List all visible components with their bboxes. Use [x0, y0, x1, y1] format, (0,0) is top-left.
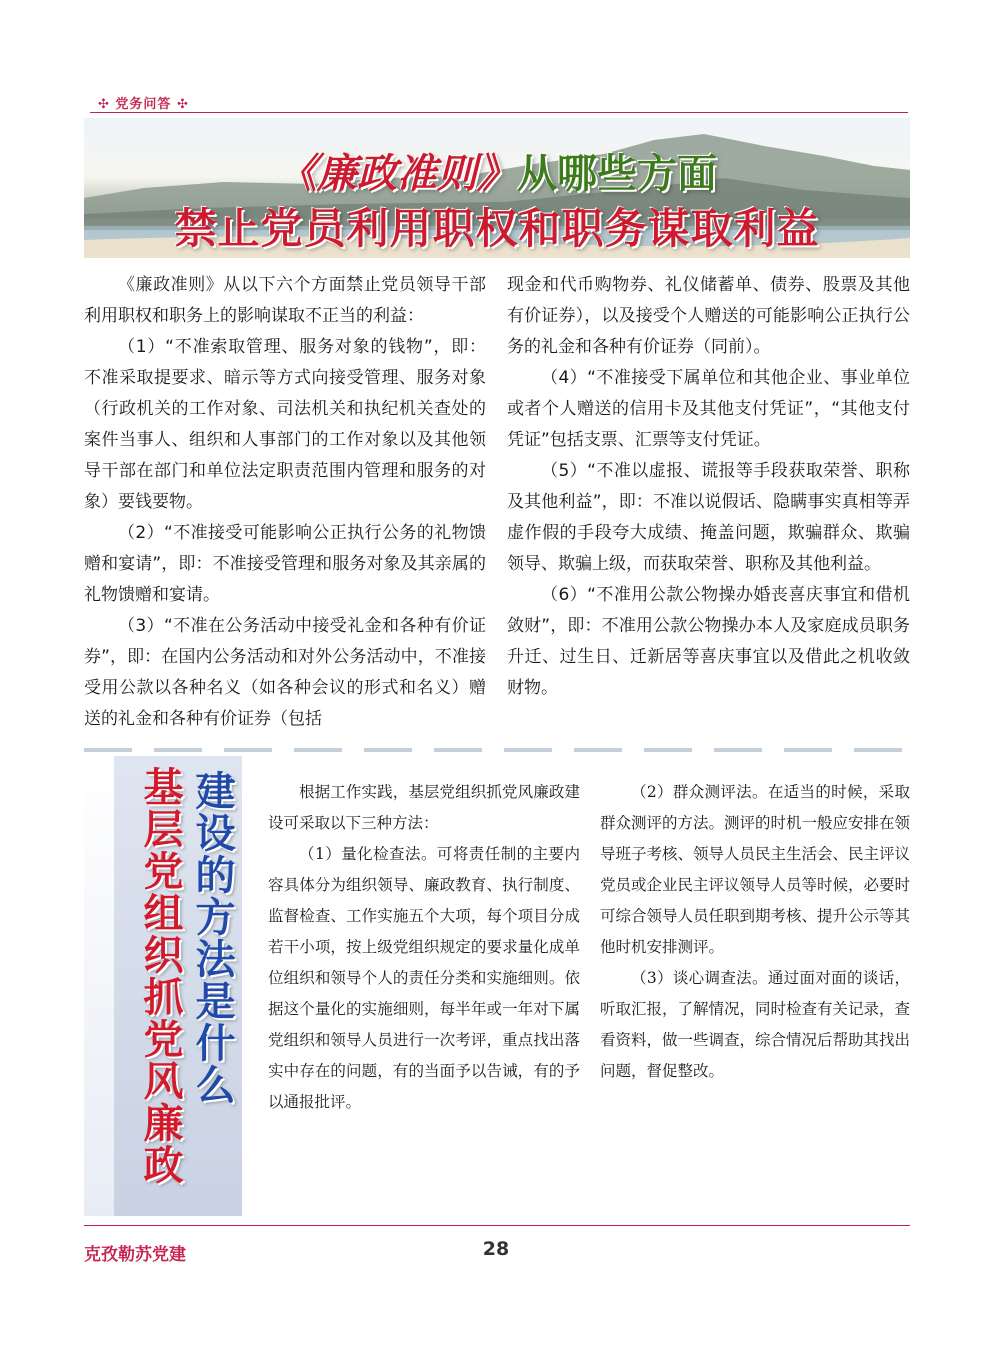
article2-title-red: 基层党组织抓党风廉政 — [137, 766, 183, 1186]
article1-paragraph: （4）“不准接受下属单位和其他企业、事业单位或者个人赠送的信用卡及其他支付凭证”，“其他支付凭证”包括支票、汇票等支付凭证。 — [507, 368, 910, 450]
page-number: 28 — [482, 1238, 510, 1260]
article1-paragraph: 《廉政准则》从以下六个方面禁止党员领导干部利用职权和职务上的影响谋取不正当的利益： — [84, 275, 486, 326]
section-tag: ✣ 党务问答 ✣ — [98, 97, 189, 112]
article2-column-right — [600, 777, 910, 1087]
article1-paragraph: （2）“不准接受可能影响公正执行公务的礼物馈赠和宴请”，即：不准接受管理和服务对象及其亲属的礼物馈赠和宴请。 — [84, 523, 486, 605]
article1-paragraph: （5）“不准以虚报、谎报等手段获取荣誉、职称及其他利益”，即：不准以说假话、隐瞒事实真相等弄虚作假的手段夸大成绩、掩盖问题，欺骗群众、欺骗领导、欺骗上级，而获取荣誉、职称及其他利益。 — [507, 461, 910, 574]
article1-paragraph: （1）“不准索取管理、服务对象的钱物”，即：不准采取提要求、暗示等方式向接受管理、服务对象（行政机关的工作对象、司法机关和执纪机关查处的案件当事人、组织和人事部门的工作对象以及其他领导干部在部门和单位法定职责范围内管理和服务的对象）要钱要物。 — [84, 337, 486, 512]
footer-brand: 克孜勒苏党建 — [84, 1245, 186, 1265]
article1-paragraph: 现金和代币购物券、礼仪储蓄单、债券、股票及其他有价证券），以及接受个人赠送的可能影响公正执行公务的礼金和各种有价证券（同前）。 — [507, 275, 910, 357]
article1-column-right — [507, 270, 910, 704]
article2-title-panel — [84, 756, 242, 1216]
banner-title-line1 — [84, 142, 910, 199]
title-banner — [84, 118, 910, 258]
banner-title-line1-rest: 从哪些方面 — [517, 150, 717, 197]
article1-paragraph: （6）“不准用公款公物操办婚丧喜庆事宜和借机敛财”，即：不准用公款公物操办本人及家庭成员职务升迁、过生日、迁新居等喜庆事宜以及借此之机收敛财物。 — [507, 585, 910, 698]
panel-stripe — [84, 756, 114, 1216]
banner-title-quote: 《廉政准则》 — [277, 150, 517, 197]
article2-paragraph: （3）谈心调查法。通过面对面的谈话，听取汇报，了解情况，同时检查有关记录，查看资料，做一些调查，综合情况后帮助其找出问题，督促整改。 — [600, 969, 911, 1080]
banner-title-line2: 禁止党员利用职权和职务谋取利益 — [174, 204, 820, 253]
article2-paragraph: （2）群众测评法。在适当的时候，采取群众测评的方法。测评的时机一般应安排在领导班子考核、领导人员民主生活会、民主评议党员或企业民主评议领导人员等时候，必要时可综合领导人员任职到期考核、提升公示等其他时机安排测评。 — [600, 783, 911, 956]
article2-paragraph: （1）量化检查法。可将责任制的主要内容具体分为组织领导、廉政教育、执行制度、监督检查、工作实施五个大项，每个项目分成若干小项，按上级党组织规定的要求量化成单位组织和领导个人的责任分类和实施细则。依据这个量化的实施细则，每半年或一年对下属党组织和领导人员进行一次考评，重点找出落实中存在的问题，有的当面予以告诫，有的予以通报批评。 — [268, 845, 580, 1111]
article2-column-left — [268, 777, 580, 1118]
header-rule — [90, 112, 908, 113]
article2-title-blue: 建设的方法是什么 — [189, 770, 235, 1106]
footer-rule — [84, 1225, 910, 1226]
article1-paragraph: （3）“不准在公务活动中接受礼金和各种有价证券”，即：在国内公务活动和对外公务活动中，不准接受用公款以各种名义（如各种会议的形式和名义）赠送的礼金和各种有价证券（包括 — [84, 616, 486, 729]
section-divider — [84, 748, 910, 752]
article2-paragraph: 根据工作实践，基层党组织抓党风廉政建设可采取以下三种方法： — [268, 783, 580, 832]
article1-column-left — [84, 270, 486, 735]
